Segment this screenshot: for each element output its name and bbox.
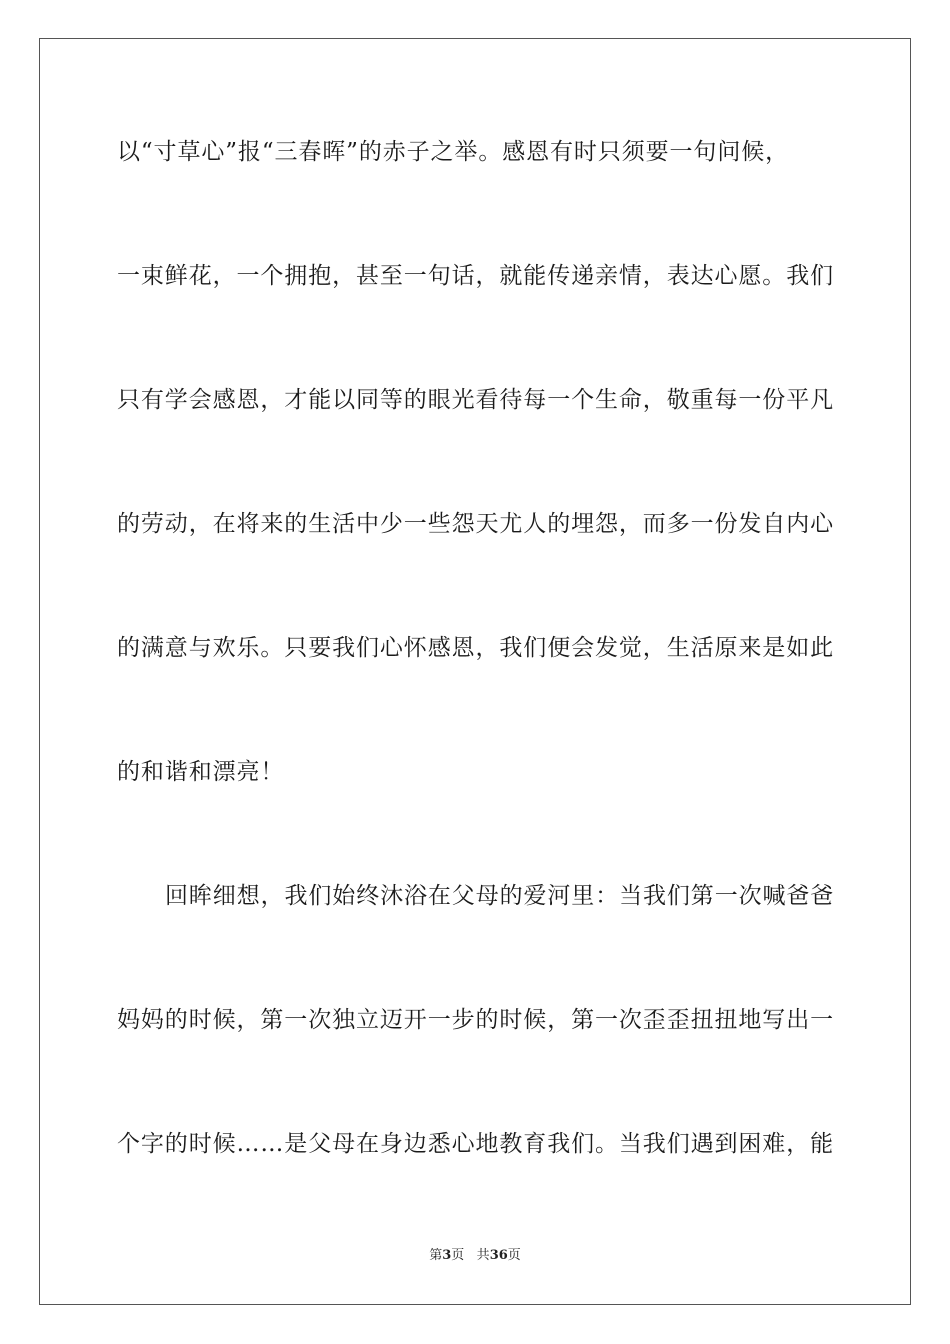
body-line-6: 的和谐和漂亮！ bbox=[117, 759, 285, 785]
page-footer bbox=[0, 1247, 950, 1265]
body-line-9: 个字的时候……是父母在身边悉心地教育我们。当我们遇到困难，能 bbox=[117, 1131, 834, 1157]
body-line-3: 只有学会感恩，才能以同等的眼光看待每一个生命，敬重每一份平凡 bbox=[117, 387, 834, 413]
body-line-1: 以“寸草心”报“三春晖”的赤子之举。感恩有时只须要一句问候， bbox=[117, 139, 790, 165]
footer-page-prefix: 第 bbox=[429, 1248, 443, 1263]
body-line-8: 妈妈的时候，第一次独立迈开一步的时候，第一次歪歪扭扭地写出一 bbox=[117, 1007, 834, 1033]
body-line-5: 的满意与欢乐。只要我们心怀感恩，我们便会发觉，生活原来是如此 bbox=[117, 635, 834, 661]
footer-current-page: 3 bbox=[442, 1248, 452, 1263]
body-line-7: 回眸细想，我们始终沐浴在父母的爱河里：当我们第一次喊爸爸 bbox=[165, 883, 835, 909]
footer-total-prefix: 共 bbox=[476, 1248, 490, 1263]
body-line-4: 的劳动，在将来的生活中少一些怨天尤人的埋怨，而多一份发自内心 bbox=[117, 511, 834, 537]
footer-total-suffix: 页 bbox=[507, 1248, 521, 1263]
footer-page-suffix: 页 bbox=[451, 1248, 465, 1263]
footer-total-pages: 36 bbox=[489, 1248, 508, 1263]
page-frame bbox=[39, 38, 911, 1305]
body-line-2: 一束鲜花，一个拥抱，甚至一句话，就能传递亲情，表达心愿。我们 bbox=[117, 263, 834, 289]
